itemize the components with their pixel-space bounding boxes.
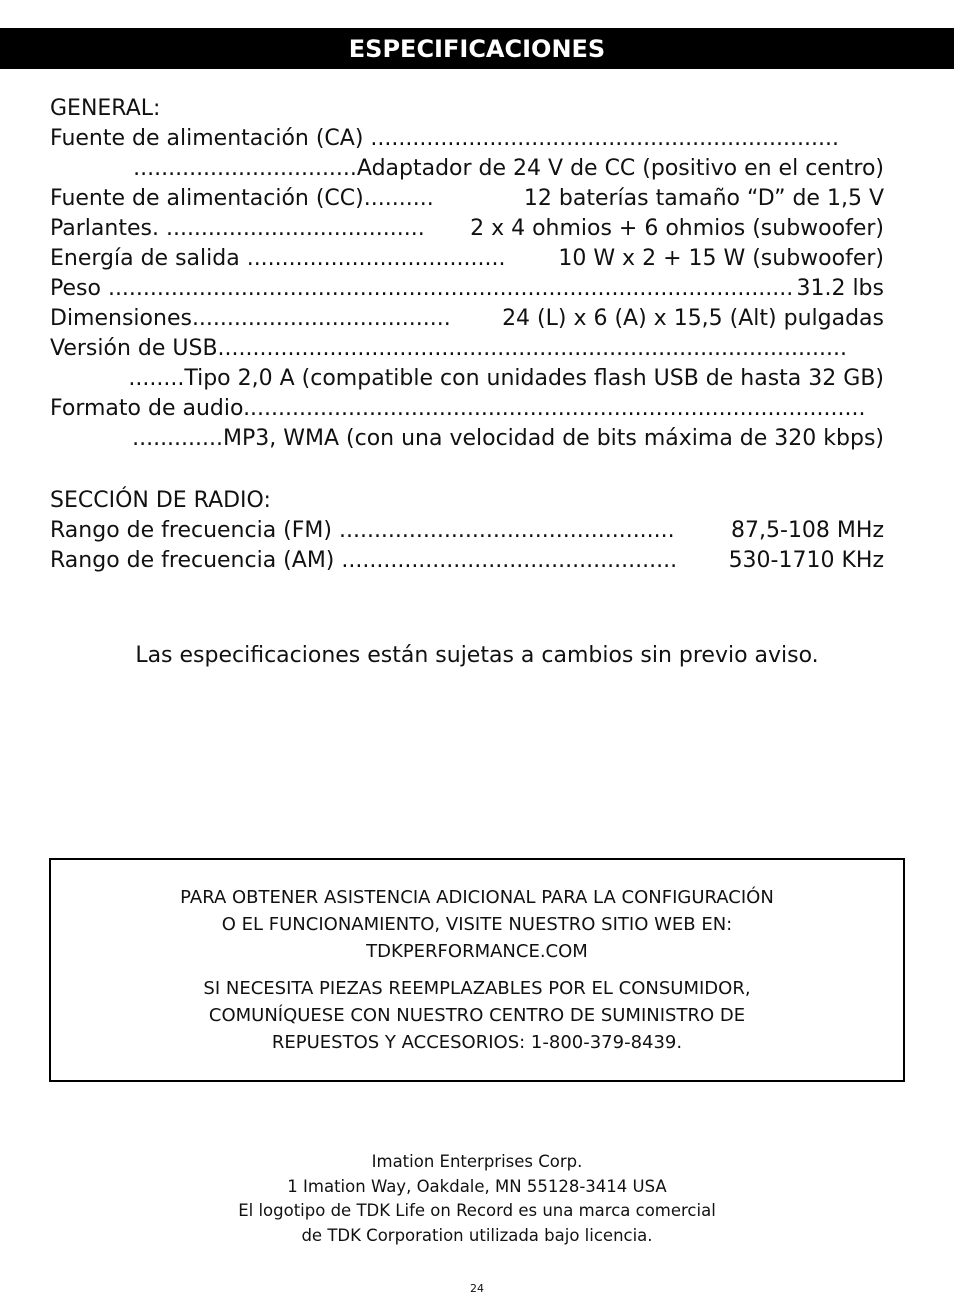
dot-leader: ............. bbox=[132, 426, 224, 451]
spec-row-dimensions bbox=[50, 304, 884, 334]
assistance-line: COMUNÍQUESE CON NUESTRO CENTRO DE SUMINISTRO DE bbox=[208, 1005, 746, 1026]
dot-leader: .................................................................................................. bbox=[100, 276, 794, 301]
spec-label-usb: Versión de USB bbox=[50, 336, 218, 361]
spec-label-weight: Peso bbox=[50, 276, 101, 301]
assistance-line: SI NECESITA PIEZAS REEMPLAZABLES POR EL CONSUMIDOR, bbox=[203, 978, 751, 999]
trademark-notice: de TDK Corporation utilizada bajo licencia. bbox=[301, 1225, 653, 1245]
spec-row-usb bbox=[50, 334, 884, 364]
spec-value-am: 530-1710 KHz bbox=[728, 548, 884, 573]
spec-label-am: Rango de frecuencia (AM) bbox=[50, 548, 335, 573]
spec-value-dimensions: 24 (L) x 6 (A) x 15,5 (Alt) pulgadas bbox=[502, 306, 884, 331]
radio-heading: SECCIÓN DE RADIO: bbox=[50, 488, 271, 513]
assistance-paragraph-parts bbox=[51, 975, 903, 1056]
website-address: TDKPERFORMANCE.COM bbox=[366, 941, 588, 962]
dot-leader: ..................................... bbox=[191, 306, 451, 331]
dot-leader: ..................................... bbox=[239, 246, 506, 271]
spec-row-speakers bbox=[50, 214, 884, 244]
spec-value-usb: Tipo 2,0 A (compatible con unidades flash USB de hasta 32 GB) bbox=[184, 366, 884, 391]
dot-leader: ..................................... bbox=[158, 216, 425, 241]
spec-label-audio: Formato de audio bbox=[50, 396, 244, 421]
spec-row-usb-value bbox=[50, 364, 884, 394]
spec-label-power-dc: Fuente de alimentación (CC) bbox=[50, 186, 364, 211]
spec-label-fm: Rango de frecuencia (FM) bbox=[50, 518, 332, 543]
spec-label-dimensions: Dimensiones bbox=[50, 306, 192, 331]
spec-row-audio-value bbox=[50, 424, 884, 454]
page-title: ESPECIFICACIONES bbox=[348, 34, 606, 63]
company-info bbox=[0, 1150, 954, 1248]
assistance-paragraph-web bbox=[51, 884, 903, 965]
general-section bbox=[50, 94, 884, 454]
disclaimer-text: Las especificaciones están sujetas a cambios sin previo aviso. bbox=[135, 643, 819, 668]
spec-label-output: Energía de salida bbox=[50, 246, 240, 271]
dot-leader: .......... bbox=[363, 186, 434, 211]
spec-value-audio: MP3, WMA (con una velocidad de bits máxima de 320 kbps) bbox=[223, 426, 884, 451]
spec-value-power-ac: Adaptador de 24 V de CC (positivo en el centro) bbox=[356, 156, 884, 181]
dot-leader: ................................................ bbox=[334, 548, 678, 573]
spec-label-power-ac: Fuente de alimentación (CA) bbox=[50, 126, 364, 151]
assistance-line: O EL FUNCIONAMIENTO, VISITE NUESTRO SITIO WEB EN: bbox=[221, 914, 733, 935]
page-number: 24 bbox=[470, 1282, 484, 1295]
radio-section bbox=[50, 486, 884, 576]
assistance-box bbox=[49, 858, 905, 1082]
spec-row-power-dc bbox=[50, 184, 884, 214]
company-name: Imation Enterprises Corp. bbox=[371, 1152, 583, 1171]
spec-row-power-ac bbox=[50, 124, 884, 154]
dot-leader: ......................................................................................... bbox=[243, 396, 866, 421]
spec-value-speakers: 2 x 4 ohmios + 6 ohmios (subwoofer) bbox=[470, 216, 884, 241]
spec-label-speakers: Parlantes. bbox=[50, 216, 159, 241]
spec-row-weight bbox=[50, 274, 884, 304]
spec-row-power-ac-value bbox=[50, 154, 884, 184]
spec-value-weight: 31.2 lbs bbox=[796, 276, 884, 301]
general-heading: GENERAL: bbox=[50, 96, 161, 121]
spec-row-fm bbox=[50, 516, 884, 546]
trademark-notice: El logotipo de TDK Life on Record es una marca comercial bbox=[238, 1201, 716, 1220]
spec-row-am bbox=[50, 546, 884, 576]
spec-row-audio bbox=[50, 394, 884, 424]
dot-leader: ................................ bbox=[133, 156, 357, 181]
assistance-line: PARA OBTENER ASISTENCIA ADICIONAL PARA LA CONFIGURACIÓN bbox=[180, 887, 774, 908]
dot-leader: .......................................................................................... bbox=[217, 336, 847, 361]
header-bar bbox=[0, 28, 954, 69]
dot-leader: ................................................ bbox=[331, 518, 675, 543]
assistance-line: REPUESTOS Y ACCESORIOS: 1-800-379-8439. bbox=[271, 1032, 683, 1053]
spec-row-output bbox=[50, 244, 884, 274]
spec-value-power-dc: 12 baterías tamaño “D” de 1,5 V bbox=[523, 186, 884, 211]
spec-value-fm: 87,5-108 MHz bbox=[731, 518, 884, 543]
dot-leader: ................................................................... bbox=[363, 126, 839, 151]
company-address: 1 Imation Way, Oakdale, MN 55128-3414 USA bbox=[287, 1176, 667, 1196]
spec-value-output: 10 W x 2 + 15 W (subwoofer) bbox=[558, 246, 884, 271]
dot-leader: ........ bbox=[128, 366, 185, 391]
